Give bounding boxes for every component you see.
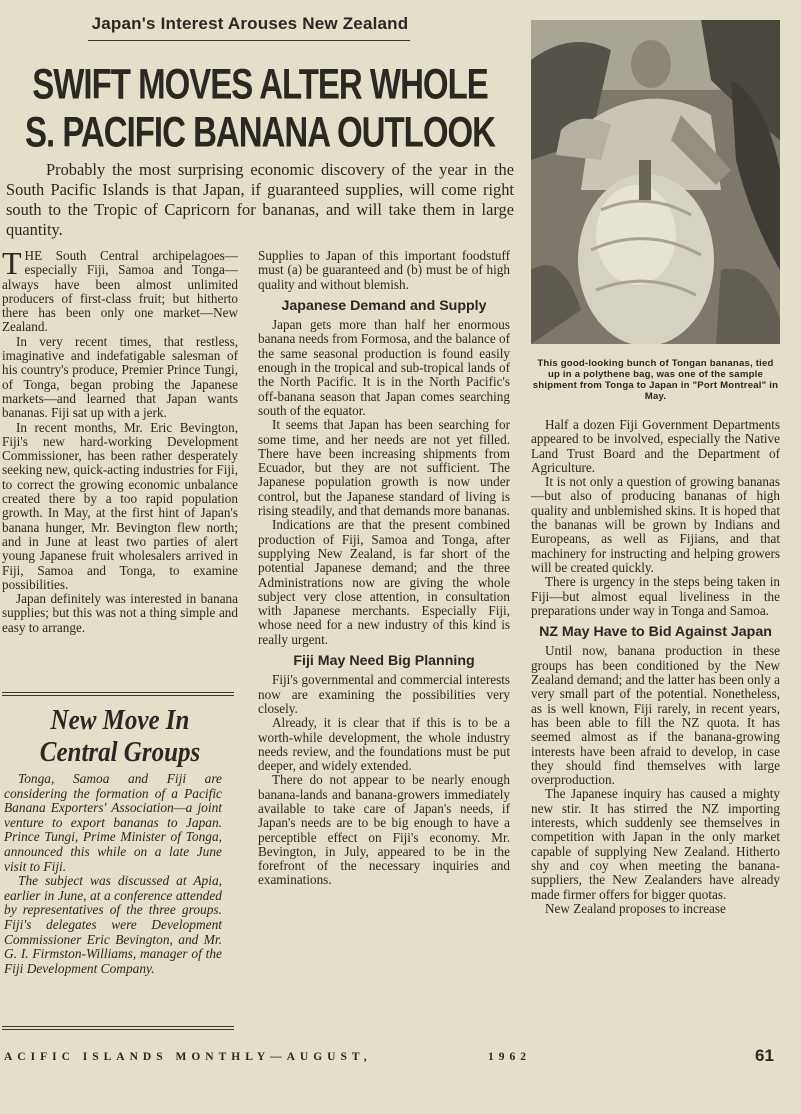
column-2	[258, 249, 510, 888]
col3-paragraph-6: New Zealand proposes to increase	[545, 900, 726, 916]
drop-cap: T	[2, 245, 22, 281]
col2-paragraph-5: Already, it is clear that if this is to be a worth-while development, the whole industry needs review, and the foundations must be put deeper, and widely extended.	[258, 715, 510, 774]
col3-paragraph-1: Half a dozen Fiji Government Departments appeared to be involved, especially the Native Land Trust Board and the Department of Agriculture.	[531, 417, 780, 475]
sidebar-body	[4, 772, 222, 976]
col2-paragraph-3: Indications are that the present combined production of Fiji, Samoa and Tonga, after supplying New Zealand, is far short of the potential Japanese demand; and the three Administrations now are giving the whole subject very close attention, in consultation with Japanese merchants. Especially Fiji, whose need for a new industry of this kind is really urgent.	[258, 517, 510, 647]
subhead-nz-bid: NZ May Have to Bid Against Japan	[539, 624, 772, 641]
footer-publication: ACIFIC ISLANDS MONTHLY—AUGUST,	[4, 1051, 372, 1063]
sidebar-paragraph-1: Tonga, Samoa and Fiji are considering the formation of a Pacific Banana Exporters' Association—a joint venture to export bananas to Japan. Prince Tungi, Prime Minister of Tonga, announced this while on a late June visit to Fiji.	[4, 771, 222, 874]
sidebar-paragraph-2: The subject was discussed at Apia, earlier in June, at a conference attended by representatives of the three groups. Fiji's delegates were Development Commissioner Eric Bevington, and Mr. G. I. Firmston-Williams, manager of the Fiji Development Company.	[4, 873, 222, 976]
col3-paragraph-5: The Japanese inquiry has caused a mighty new stir. It has stirred the NZ importing interests, which suddenly see themselves in competition with Japan in the only market capable of supplying New Zealand. Hitherto shy and coy when meeting the banana-suppliers, the New Zealanders have already made firmer offers for bigger quotas.	[531, 786, 780, 902]
sidebar-bottom-rule-2	[2, 1029, 234, 1030]
headline-line-1: SWIFT MOVES ALTER WHOLE	[32, 60, 488, 108]
headline-line-2: S. PACIFIC BANANA OUTLOOK	[25, 108, 495, 156]
page-number: 61	[755, 1046, 774, 1065]
column-3	[531, 418, 780, 916]
col2-paragraph-1: Japan gets more than half her enormous banana needs from Formosa, and the balance of the same seasonal production is found easily enough in the tropical and sub-tropical lands of the North Pacific. It is in the North Pacific's off-banana season that Japan comes searching south of the equator.	[258, 317, 510, 418]
sidebar-top-rule	[2, 692, 234, 693]
col3-paragraph-4: Until now, banana production in these groups has been conditioned by the New Zealand demand; and the latter has been only a very small part of the potential. Nonetheless, as is well known, Fiji rarely, in recent years, has been able to fill the NZ quota. It has seemed almost as if the banana-growing interests have been afraid to develop, in case they should find themselves with large overproduction.	[531, 643, 780, 788]
kicker-headline: Japan's Interest Arouses New Zealand	[91, 14, 409, 33]
sidebar-title-line-1: New Move In	[50, 705, 190, 736]
subhead-japanese-demand: Japanese Demand and Supply	[281, 297, 487, 314]
photo-caption: This good-looking bunch of Tongan bananas, tied up in a polythene bag, was one of the sample shipment from Tonga to Japan in "Port Montreal" in May.	[532, 358, 779, 402]
col2-paragraph-6: There do not appear to be nearly enough banana-lands and banana-growers immediately available to take care of Japan's needs, if Japan's needs are to be big enough to have a perceptible effect on Fiji's economy. Mr. Bevington, in July, appeared to be in the forefront of the necessary inquiries and examinations.	[258, 772, 510, 888]
sidebar-top-rule-2	[2, 695, 234, 696]
footer-year: 1962	[488, 1051, 531, 1063]
column-1	[2, 245, 238, 635]
col3-paragraph-3: There is urgency in the steps being taken in Fiji—but almost equal liveliness in the preparations under way in Tonga and Samoa.	[531, 574, 780, 618]
photo-illustration	[531, 20, 780, 344]
col1-paragraph-3: In recent months, Mr. Eric Bevington, Fiji's new hard-working Development Commissioner, has been rather desperately seeking new, quick-acting industries for Fiji, to correct the growing economic unbalance created there by a too rapid population growth. In May, at the first hint of Japan's banana hunger, Mr. Bevington flew north; and in June at least two parties of alert young Japanese fruit wholesalers arrived in Fiji, Samoa and Tonga, to examine possibilities.	[2, 419, 238, 592]
col1-paragraph-2: In very recent times, that restless, imaginative and indefatigable salesman of his country's produce, Premier Prince Tungi, of Tonga, began probing the Japanese markets—and learned that Japan wants bananas. Fiji sat up with a jerk.	[2, 333, 238, 421]
article-deck	[6, 160, 514, 240]
col2-paragraph-4: Fiji's governmental and commercial interests now are examining the possibilities very closely.	[258, 672, 510, 716]
col1-paragraph-1: THE South Central archipelagoes—especially Fiji, Samoa and Tonga—always have been almost unlimited producers of first-class fruit; but hitherto there has been only one market—New Zealand.	[2, 245, 238, 335]
sidebar-bottom-rule	[2, 1026, 234, 1027]
col1-paragraph-4: Japan definitely was interested in banana supplies; but this was not a thing simple and easy to arrange.	[2, 591, 238, 635]
deck-paragraph: Probably the most surprising economic discovery of the year in the South Pacific Islands is that Japan, if guaranteed supplies, will come right south to the Tropic of Capricorn for bananas, and will take them in large quantity.	[6, 160, 514, 239]
kicker-rule	[88, 40, 410, 41]
subhead-fiji-planning: Fiji May Need Big Planning	[293, 653, 475, 670]
col2-paragraph-2: It seems that Japan has been searching for some time, and her needs are not yet filled. There have been increasing shipments from Ecuador, but they are not sufficient. The Japanese population growth is now under control, but the Japanese standard of living is rising steadily, and that demands more bananas.	[258, 417, 510, 519]
col2-paragraph-0: Supplies to Japan of this important foodstuff must (a) be guaranteed and (b) must be of high quality and without blemish.	[258, 248, 510, 292]
banana-photo	[531, 20, 780, 344]
col3-paragraph-2: It is not only a question of growing bananas—but also of producing bananas of high quality and unblemished skins. It is hoped that the bananas will be grown by Indians and Europeans, as well as Fijians, and that machinery for instructing and helping growers will be created quickly.	[531, 474, 780, 575]
sidebar-title-line-2: Central Groups	[39, 737, 201, 768]
